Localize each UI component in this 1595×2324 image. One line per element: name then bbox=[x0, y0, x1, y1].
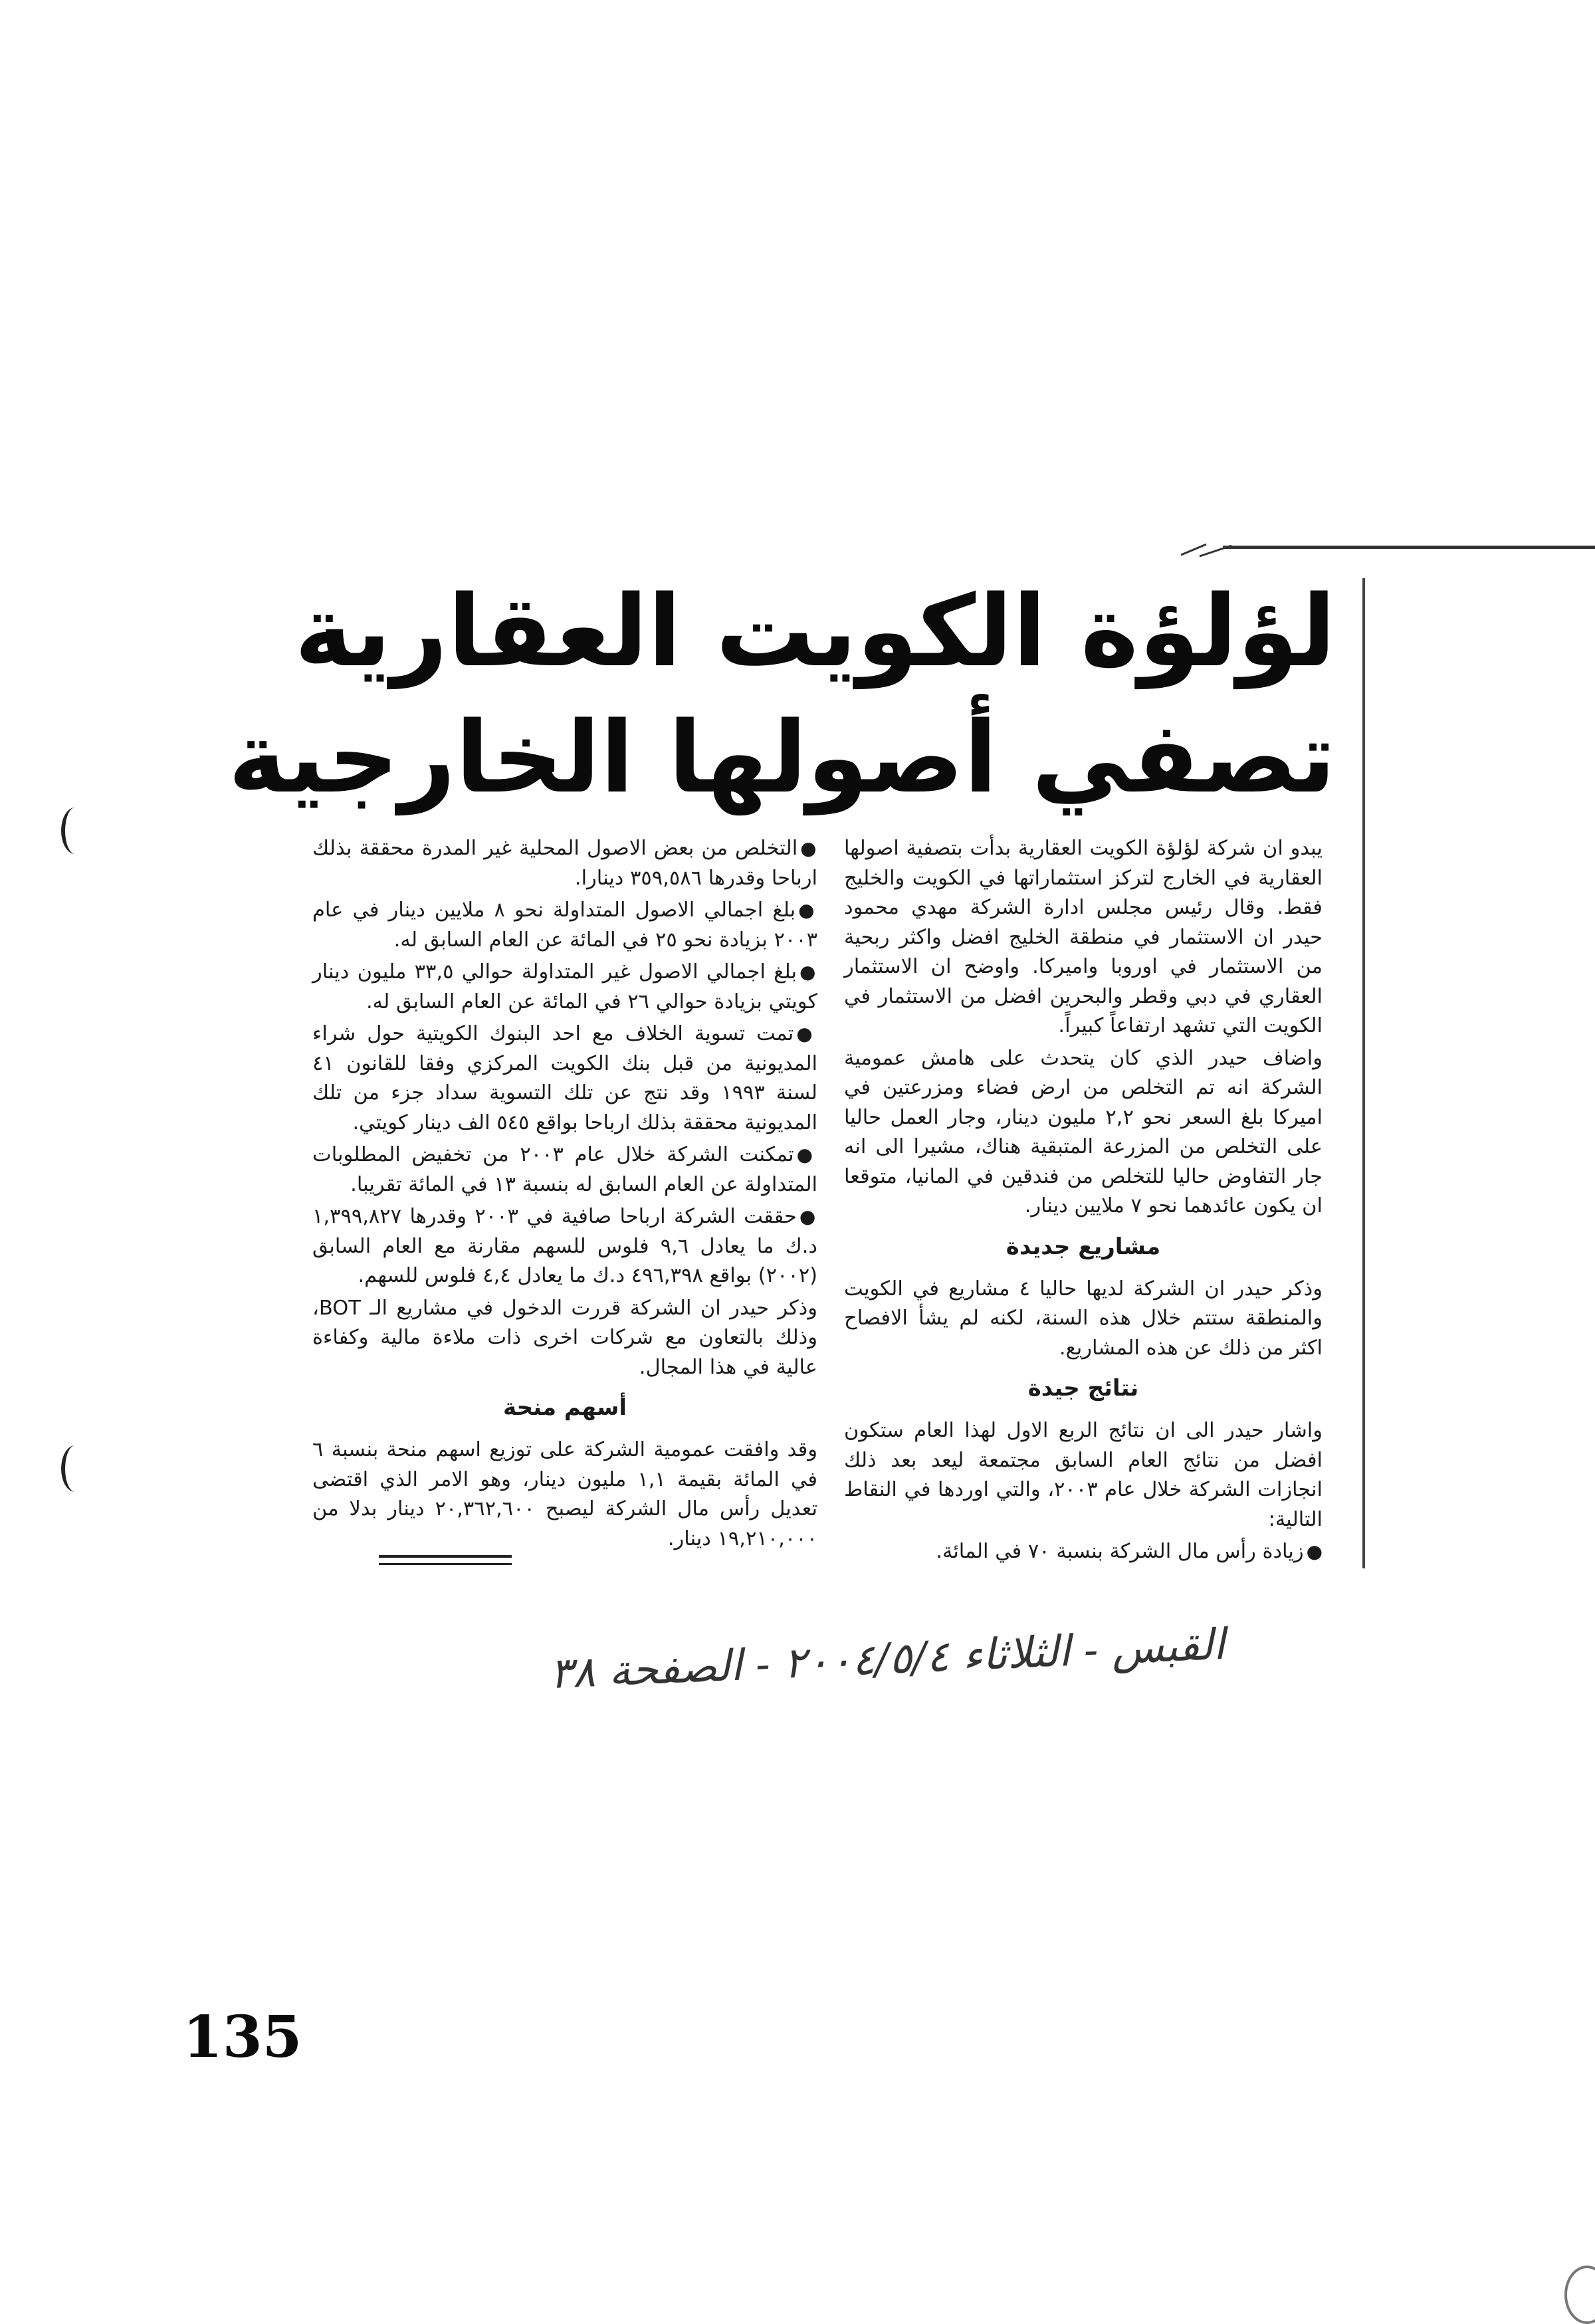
bullet-item: ● التخلص من بعض الاصول المحلية غير المدرة محققة بذلك ارباحا وقدرها ٣٥٩,٥٨٦ دينارا. bbox=[312, 834, 817, 893]
headline-line-2: تصفي أصولها الخارجية bbox=[228, 700, 1336, 815]
binder-hole-top bbox=[61, 807, 89, 854]
article-column-left bbox=[312, 834, 817, 1556]
paragraph: يبدو ان شركة لؤلؤة الكويت العقارية بدأت بتصفية اصولها العقارية في الخارج لتركز استثماراتها في الكويت والخليج فقط. وقال رئيس مجلس ادارة الشركة مهدي محمود حيدر ان الاستثمار في منطقة الخليج افضل واكثر ربحية من الاستثمار في اوروبا واميركا. واوضح ان الاستثمار العقاري في دبي وقطر والبحرين افضل من الاستثمار في الكويت التي تشهد ارتفاعاً كبيراً. bbox=[844, 837, 1323, 1037]
handwritten-source-note: القبس - الثلاثاء ٢٠٠٤/٥/٤ - الصفحة ٣٨ bbox=[548, 1620, 1226, 1699]
scissor-cut-mark bbox=[1180, 542, 1233, 558]
subheading: نتائج جيدة bbox=[1027, 1375, 1139, 1402]
corner-mark bbox=[1564, 2266, 1595, 2324]
article-headline bbox=[228, 568, 1336, 821]
clipping-top-rule bbox=[1223, 546, 1595, 549]
bullet-item: ● بلغ اجمالي الاصول غير المتداولة حوالي ٣٣,٥ مليون دينار كويتي بزيادة حوالي ٢٦ في المائة عن العام السابق له. bbox=[312, 958, 817, 1017]
bullet-item: ● تمت تسوية الخلاف مع احد البنوك الكويتية حول شراء المديونية من قبل بنك الكويت المركزي وفقا للقانون ٤١ لسنة ١٩٩٣ وقد نتج عن تلك التسوية سداد جزء من تلك المديونية محققة بذلك ارباحا بواقع ٥٤٥ الف دينار كويتي. bbox=[312, 1019, 817, 1138]
bullet-item: ● زيادة رأس مال الشركة بنسبة ٧٠ في المائة. bbox=[844, 1537, 1323, 1567]
paragraph: واشار حيدر الى ان نتائج الربع الاول لهذا العام ستكون افضل من نتائج العام السابق مجتمعة ليعد بعد ذلك انجازات الشركة خلال عام ٢٠٠٣، والتي اوردها في النقاط التالية: bbox=[844, 1419, 1323, 1531]
article-column-right bbox=[844, 834, 1323, 1570]
bullet-item: ● بلغ اجمالي الاصول المتداولة نحو ٨ ملايين دينار في عام ٢٠٠٣ بزيادة نحو ٢٥ في المائة عن العام السابق له. bbox=[312, 896, 817, 955]
paragraph: وذكر حيدر ان الشركة قررت الدخول في مشاريع الـ BOT، وذلك بالتعاون مع شركات اخرى ذات ملاءة مالية وكفاءة عالية في هذا المجال. bbox=[312, 1296, 817, 1379]
headline-line-1: لؤلؤة الكويت العقارية bbox=[294, 574, 1336, 688]
binder-hole-bottom bbox=[61, 1445, 89, 1492]
paragraph: وذكر حيدر ان الشركة لديها حاليا ٤ مشاريع في الكويت والمنطقة ستتم خلال هذه السنة، لكنه لم يشأ الافصاح اكثر من ذلك عن هذه المشاريع. bbox=[844, 1277, 1323, 1360]
bullet-item: ● تمكنت الشركة خلال عام ٢٠٠٣ من تخفيض المطلوبات المتداولة عن العام السابق له بنسبة ١٣ في المائة تقريبا. bbox=[312, 1140, 817, 1200]
column-end-rule bbox=[379, 1555, 512, 1565]
paragraph: واضاف حيدر الذي كان يتحدث على هامش عمومية الشركة انه تم التخلص من ارض فضاء ومزرعتين في اميركا بلغ السعر نحو ٢,٢ مليون دينار، وجار العمل حاليا على التخلص من المزرعة المتبقية هناك، مشيرا الى انه جار التفاوض حاليا للتخلص من فندقين في المانيا، متوقعا ان يكون عائدهما نحو ٧ ملايين دينار. bbox=[844, 1046, 1323, 1217]
paragraph: وقد وافقت عمومية الشركة على توزيع اسهم منحة بنسبة ٦ في المائة بقيمة ١,١ مليون دينار، وهو الامر الذي اقتضى تعديل رأس مال الشركة ليصبح ٢٠,٣٦٢,٦٠٠ دينار بدلا من ١٩,٢١٠,٠٠٠ دينار. bbox=[312, 1438, 817, 1550]
clipping-right-border bbox=[1362, 578, 1365, 1568]
bullet-item: ● حققت الشركة ارباحا صافية في ٢٠٠٣ وقدرها ١,٣٩٩,٨٢٧ د.ك ما يعادل ٩,٦ فلوس للسهم مقارنة مع العام السابق (٢٠٠٢) بواقع ٤٩٦,٣٩٨ د.ك ما يعادل ٤,٤ فلوس للسهم. bbox=[312, 1202, 817, 1291]
subheading: أسهم منحة bbox=[502, 1394, 627, 1421]
newspaper-clipping bbox=[228, 542, 1389, 1592]
page-number: 135 bbox=[183, 2004, 302, 2071]
subheading: مشاريع جديدة bbox=[1006, 1233, 1161, 1260]
